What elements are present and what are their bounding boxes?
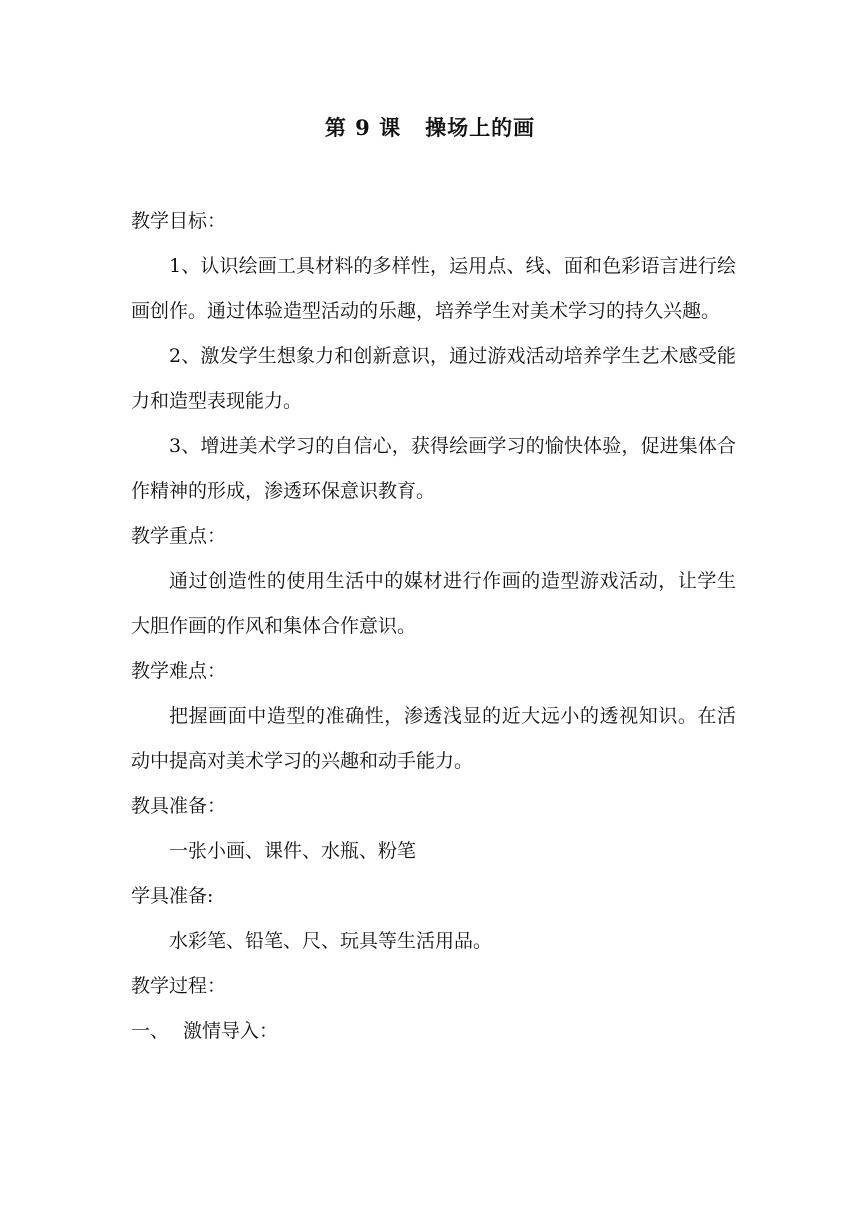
process-step-1 bbox=[131, 1009, 736, 1054]
document-body bbox=[131, 199, 736, 1054]
difficulties-text: 把握画面中造型的准确性，渗透浅显的近大远小的透视知识。在活动中提高对美术学习的兴趣和动手能力。 bbox=[131, 705, 736, 772]
document-title bbox=[0, 112, 860, 144]
key-points-heading: 教学重点： bbox=[131, 525, 227, 547]
process-step-1-label: 激情导入： bbox=[183, 1020, 279, 1042]
lesson-number: 第 9 课 bbox=[324, 115, 402, 140]
process-step-1-number: 一、 bbox=[131, 1020, 170, 1042]
student-prep-heading: 学具准备: bbox=[131, 885, 214, 907]
lesson-name: 操场上的画 bbox=[425, 115, 536, 140]
objective-1: 1、认识绘画工具材料的多样性，运用点、线、面和色彩语言进行绘画创作。通过体验造型活动的乐趣，培养学生对美术学习的持久兴趣。 bbox=[131, 255, 736, 322]
student-prep-text: 水彩笔、铅笔、尺、玩具等生活用品。 bbox=[169, 930, 493, 952]
objectives-heading: 教学目标： bbox=[131, 210, 227, 232]
difficulties-heading: 教学难点： bbox=[131, 660, 227, 682]
teacher-prep-text: 一张小画、课件、水瓶、粉笔 bbox=[169, 840, 417, 862]
key-points-text: 通过创造性的使用生活中的媒材进行作画的造型游戏活动，让学生大胆作画的作风和集体合作意识。 bbox=[131, 570, 736, 637]
objective-3: 3、增进美术学习的自信心，获得绘画学习的愉快体验，促进集体合作精神的形成，渗透环保意识教育。 bbox=[131, 435, 736, 502]
teacher-prep-heading: 教具准备： bbox=[131, 795, 227, 817]
process-heading: 教学过程： bbox=[131, 975, 227, 997]
objective-2: 2、激发学生想象力和创新意识，通过游戏活动培养学生艺术感受能力和造型表现能力。 bbox=[131, 345, 736, 412]
